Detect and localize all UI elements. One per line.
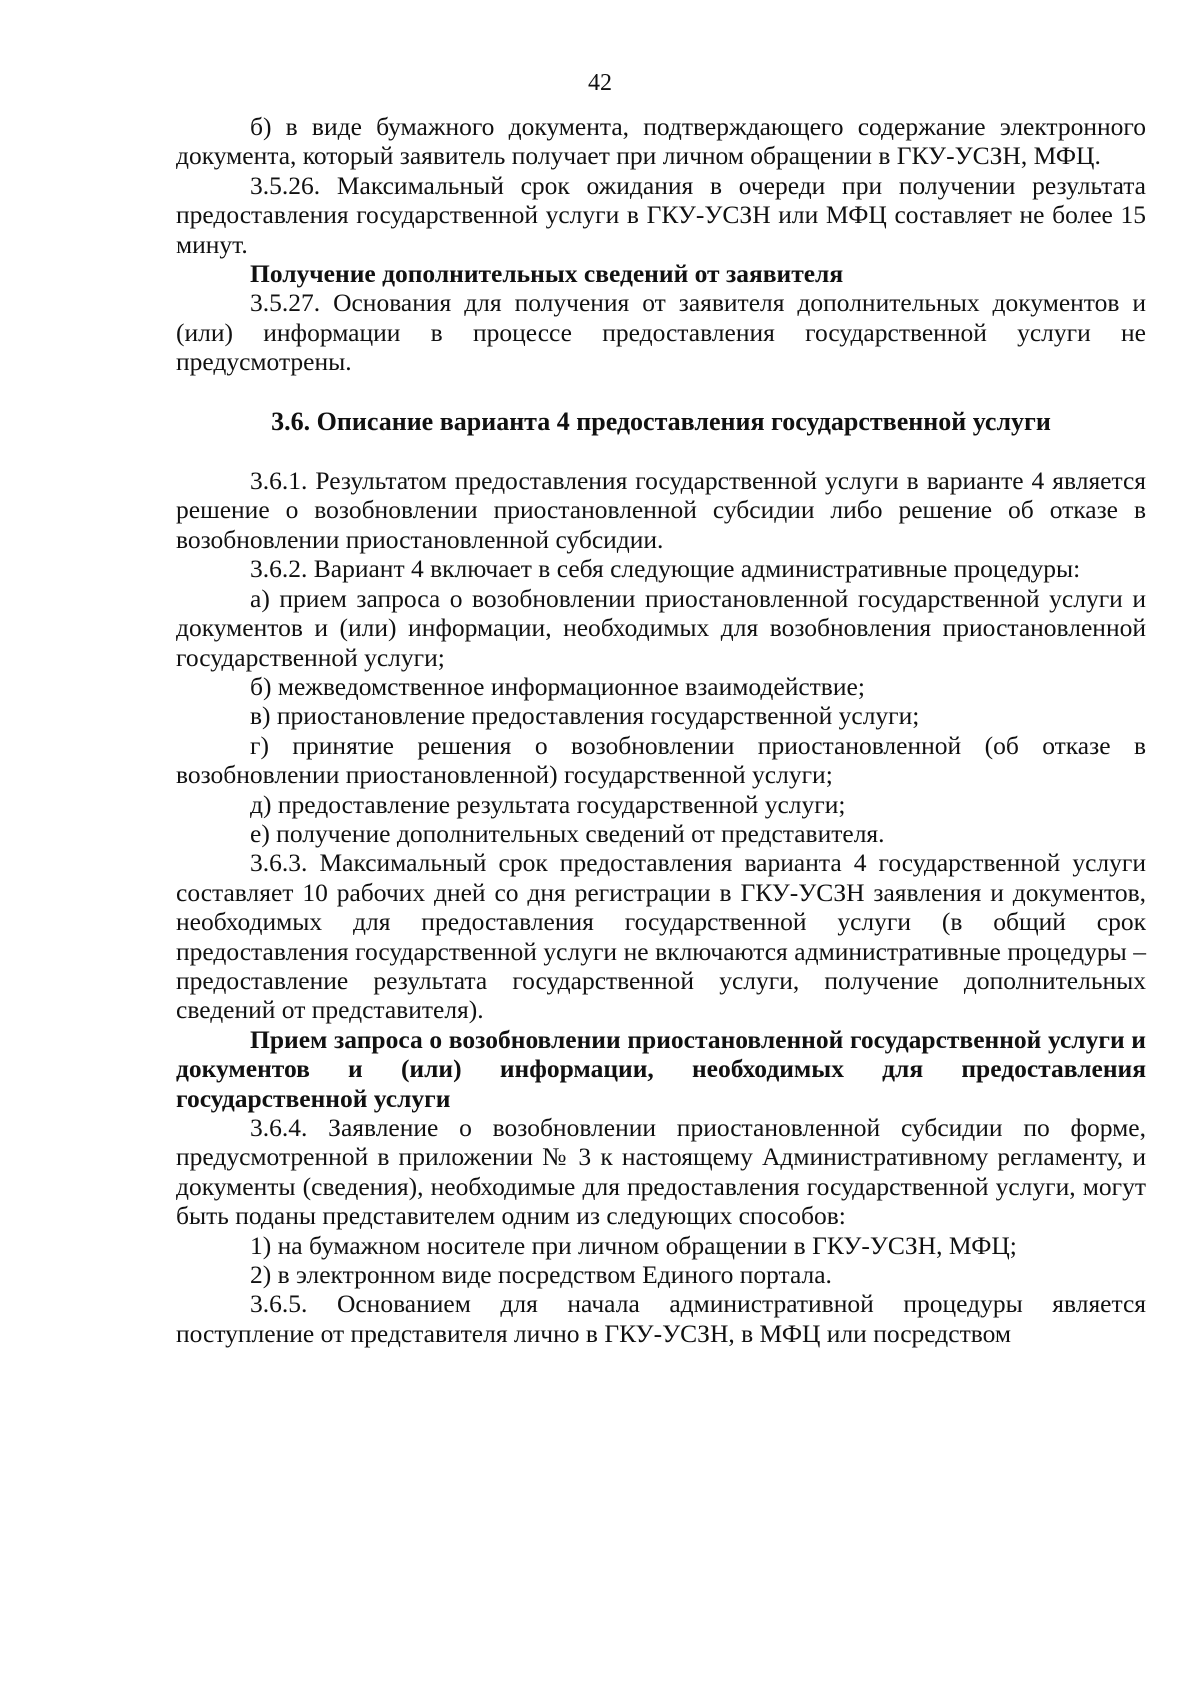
list-item: в) приостановление предоставления государственной услуги; (250, 701, 920, 731)
paragraph: 3.6.2. Вариант 4 включает в себя следующие административные процедуры: (250, 554, 1081, 584)
paragraph: 3.5.27. Основания для получения от заявителя дополнительных документов и (или) информации в процессе предоставления государственной услуги не предусмотрены. (176, 288, 1146, 377)
list-item: б) межведомственное информационное взаимодействие; (250, 671, 865, 701)
page-number: 42 (588, 70, 612, 96)
list-item: д) предоставление результата государственной услуги; (250, 789, 846, 819)
paragraph: 3.6.3. Максимальный срок предоставления варианта 4 государственной услуги составляет 10 рабочих дней со дня регистрации в ГКУ-УСЗН заявления и документов, необходимых для предоставления государственной услуги (в общий срок предоставления государственной услуги не включаются административные процедуры – предоставление результата государственной услуги, получение дополнительных сведений от представителя). (176, 848, 1146, 1025)
list-item: а) прием запроса о возобновлении приостановленной государственной услуги и документов и (или) информации, необходимых для возобновления приостановленной государственной услуги; (176, 583, 1146, 672)
subheading: Прием запроса о возобновлении приостановленной государственной услуги и документов и (или) информации, необходимых для предоставления государственной услуги (176, 1024, 1146, 1113)
paragraph: 3.6.5. Основанием для начала административной процедуры является поступление от представителя лично в ГКУ-УСЗН, в МФЦ или посредством (176, 1289, 1146, 1348)
subheading: Получение дополнительных сведений от заявителя (250, 259, 844, 289)
paragraph: б) в виде бумажного документа, подтверждающего содержание электронного документа, который заявитель получает при личном обращении в ГКУ-УСЗН, МФЦ. (176, 112, 1146, 171)
document-body (176, 112, 1146, 1348)
paragraph: 3.6.4. Заявление о возобновлении приостановленной субсидии по форме, предусмотренной в приложении № 3 к настоящему Административному регламенту, и документы (сведения), необходимые для предоставления государственной услуги, могут быть поданы представителем одним из следующих способов: (176, 1113, 1146, 1231)
list-item: 1) на бумажном носителе при личном обращении в ГКУ-УСЗН, МФЦ; (250, 1230, 1017, 1260)
list-item: г) принятие решения о возобновлении приостановленной (об отказе в возобновлении приостановленной) государственной услуги; (176, 730, 1146, 790)
paragraph: 3.5.26. Максимальный срок ожидания в очереди при получении результата предоставления государственной услуги в ГКУ-УСЗН или МФЦ составляет не более 15 минут. (176, 170, 1146, 259)
section-heading: 3.6. Описание варианта 4 предоставления государственной услуги (271, 406, 1051, 436)
list-item: е) получение дополнительных сведений от представителя. (250, 818, 885, 848)
list-item: 2) в электронном виде посредством Единого портала. (250, 1260, 832, 1290)
paragraph: 3.6.1. Результатом предоставления государственной услуги в варианте 4 является решение о возобновлении приостановленной субсидии либо решение об отказе в возобновлении приостановленной субсидии. (176, 466, 1146, 554)
